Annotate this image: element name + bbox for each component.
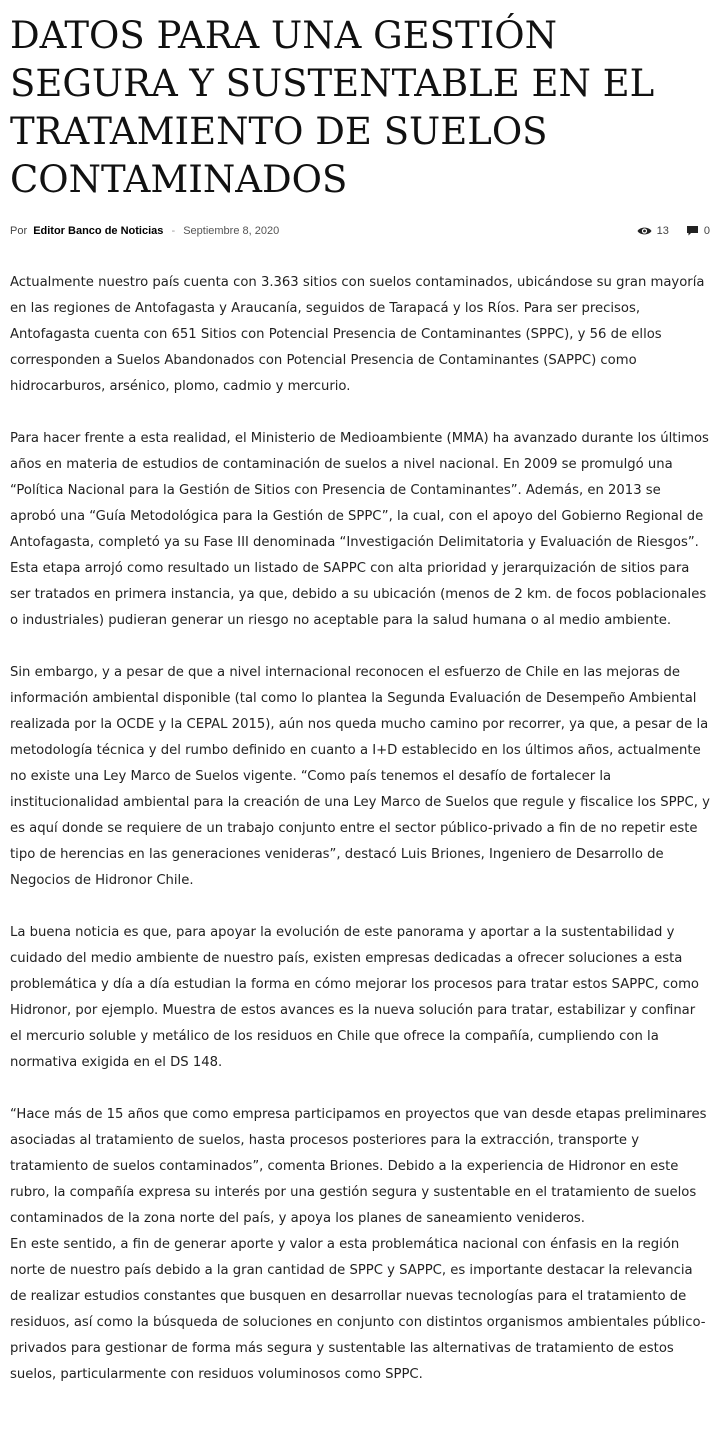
byline — [10, 220, 279, 242]
paragraph: Sin embargo, y a pesar de que a nivel internacional reconocen el esfuerzo de Chile en las mejoras de información ambiental disponible (tal como lo plantea la Segunda Evaluación de Desempeño Ambiental realizada por la OCDE y la CEPAL 2015), aún nos queda mucho camino por recorrer, ya que, a pesar de la metodología técnica y del rumbo definido en cuanto a I+D establecido en los últimos años, actualmente no existe una Ley Marco de Suelos vigente. “Como país tenemos el desafío de fortalecer la institucionalidad ambiental para la creación de una Ley Marco de Suelos que regule y fiscalice los SPPC, y es aquí donde se requiere de un trabajo conjunto entre el sector público-privado a fin de no repetir este tipo de herencias en las generaciones venideras”, destacó Luis Briones, Ingeniero de Desarrollo de Negocios de Hidronor Chile. — [10, 665, 710, 888]
paragraph: Para hacer frente a esta realidad, el Ministerio de Medioambiente (MMA) ha avanzado durante los últimos años en materia de estudios de contaminación de suelos a nivel nacional. En 2009 se promulgó una “Política Nacional para la Gestión de Sitios con Presencia de Contaminantes”. Además, en 2013 se aprobó una “Guía Metodológica para la Gestión de SPPC”, la cual, con el apoyo del Gobierno Regional de Antofagasta, completó ya su Fase III denominada “Investigación Delimitatoria y Evaluación de Riesgos”. Esta etapa arrojó como resultado un listado de SAPPC con alta prioridad y jerarquización de sitios para ser tratados en primera instancia, ya que, debido a su ubicación (menos de 2 km. de focos poblacionales o industriales) pudieran generar un riesgo no aceptable para la salud humana o al medio ambiente. — [10, 431, 709, 628]
eye-icon — [637, 226, 652, 236]
article-meta — [10, 220, 710, 242]
paragraph: “Hace más de 15 años que como empresa participamos en proyectos que van desde etapas preliminares asociadas al tratamiento de suelos, hasta procesos posteriores para la extracción, transporte y tratamiento de suelos contaminados”, comenta Briones. Debido a la experiencia de Hidronor en este rubro, la compañía expresa su interés por una gestión segura y sustentable en el tratamiento de suelos contaminados de la zona norte del país, y apoya los planes de saneamiento venideros. — [10, 1107, 707, 1226]
article-body — [10, 270, 710, 1388]
comments-count: 0 — [703, 225, 710, 237]
author-link[interactable]: Editor Banco de Noticias — [33, 225, 164, 237]
article-title: DATOS PARA UNA GESTIÓN SEGURA Y SUSTENTABLE EN EL TRATAMIENTO DE SUELOS CONTAMINADOS — [10, 14, 655, 201]
paragraph: La buena noticia es que, para apoyar la evolución de este panorama y aportar a la sustentabilidad y cuidado del medio ambiente de nuestro país, existen empresas dedicadas a ofrecer soluciones a esta problemática y día a día estudian la forma en cómo mejorar los procesos para tratar estos SAPPC, como Hidronor, por ejemplo. Muestra de estos avances es la nueva solución para tratar, estabilizar y confinar el mercurio soluble y metálico de los residuos en Chile que ofrece la compañía, cumpliendo con la normativa exigida en el DS 148. — [10, 925, 699, 1070]
article-stats — [637, 220, 710, 242]
article — [10, 0, 710, 1414]
views-stat — [637, 220, 669, 242]
byline-prefix: Por — [10, 225, 28, 237]
paragraph: Actualmente nuestro país cuenta con 3.363 sitios con suelos contaminados, ubicándose su gran mayoría en las regiones de Antofagasta y Araucanía, seguidos de Tarapacá y los Ríos. Para ser precisos, Antofagasta cuenta con 651 Sitios con Potencial Presencia de Contaminantes (SPPC), y 56 de ellos corresponden a Suelos Abandonados con Potencial Presencia de Contaminantes (SAPPC) como hidrocarburos, arsénico, plomo, cadmio y mercurio. — [10, 275, 705, 394]
paragraph: En este sentido, a fin de generar aporte y valor a esta problemática nacional con énfasis en la región norte de nuestro país debido a la gran cantidad de SPPC y SAPPC, es importante destacar la relevancia de realizar estudios constantes que busquen en desarrollar nuevas tecnologías para el tratamiento de residuos, así como la búsqueda de soluciones en conjunto con distintos organismos ambientales público-privados para gestionar de forma más segura y sustentable las alternativas de tratamiento de estos suelos, particularmente con residuos voluminosos como SPPC. — [10, 1237, 706, 1382]
views-count: 13 — [656, 225, 669, 237]
publish-date: Septiembre 8, 2020 — [183, 225, 280, 237]
comments-stat[interactable] — [687, 220, 710, 242]
byline-separator: - — [171, 225, 176, 237]
comment-icon — [687, 226, 699, 236]
